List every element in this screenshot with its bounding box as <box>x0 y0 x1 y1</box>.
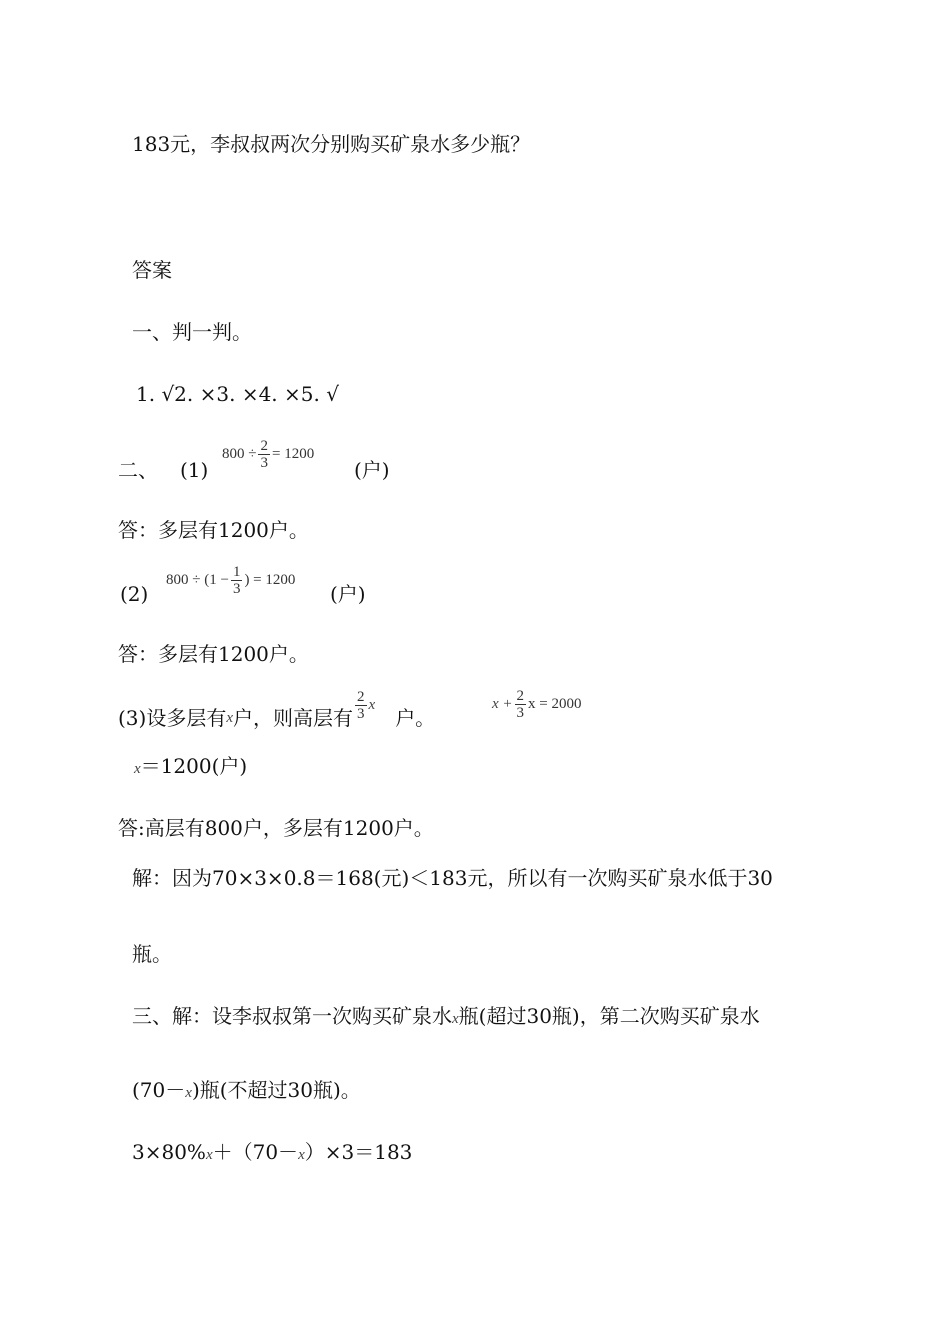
q3-eq-fraction-denominator: 3 <box>516 705 525 721</box>
part1-heading: 一、判一判。 <box>132 320 252 344</box>
solve-intro-line2: 瓶。 <box>132 942 172 966</box>
q1-formula-right: = 1200 <box>271 446 315 462</box>
q3-equation <box>492 688 582 721</box>
q3-fraction-denominator: 3 <box>357 705 365 722</box>
q2-fraction-denominator: 3 <box>232 581 241 597</box>
q3-answer: 答:高层有800户，多层有1200户。 <box>118 816 434 840</box>
q3-text-a: (3)设多层有 <box>118 706 227 730</box>
q1-fraction <box>258 438 270 471</box>
q1-answer: 答：多层有1200户。 <box>118 518 309 542</box>
part3-eq-b: ＋（70－ <box>212 1140 299 1164</box>
q3-solution-value: ＝1200(户) <box>140 754 248 778</box>
q1-formula <box>222 438 314 471</box>
q1-fraction-denominator: 3 <box>260 455 268 471</box>
q3-statement <box>118 688 436 730</box>
q2-answer: 答：多层有1200户。 <box>118 642 309 666</box>
q3-fraction-group <box>353 689 375 722</box>
q3-text-b: 户，则高层有 <box>233 706 354 730</box>
q3-text-c: 户。 <box>395 706 436 730</box>
q3-solution <box>134 754 247 781</box>
part3-line1-a: 三、解：设李叔叔第一次购买矿泉水 <box>132 1004 452 1028</box>
q3-fraction-numerator: 2 <box>357 688 365 705</box>
q1-formula-left: 800 ÷ <box>222 446 257 462</box>
q2-unit: (户) <box>330 582 366 606</box>
q3-fraction <box>355 689 367 722</box>
q1-fraction-numerator: 2 <box>260 438 268 454</box>
part3-line2 <box>132 1078 361 1105</box>
q2-fraction-numerator: 1 <box>232 564 241 580</box>
part3-line1 <box>132 1004 760 1031</box>
part3-eq-c: ）×3＝183 <box>304 1140 413 1164</box>
solve-intro-line1: 解：因为70×3×0.8＝168(元)＜183元，所以有一次购买矿泉水低于30 <box>132 866 773 890</box>
q3-var: x <box>226 710 234 726</box>
answer-title: 答案 <box>132 258 172 282</box>
part3-eq-var1: x <box>205 1147 213 1163</box>
part3-eq-var2: x <box>298 1147 305 1163</box>
q3-eq-fraction-numerator: 2 <box>516 688 525 704</box>
part3-line1-var: x <box>452 1011 459 1027</box>
q2-fraction <box>231 564 243 597</box>
q3-solution-var: x <box>134 761 141 777</box>
part3-eq-a: 3×80% <box>132 1140 206 1164</box>
part2-heading: 二、 <box>118 458 158 482</box>
question-tail: 183元，李叔叔两次分别购买矿泉水多少瓶？ <box>132 132 531 156</box>
part3-equation <box>132 1140 412 1167</box>
q2-formula-right: ) = 1200 <box>244 572 296 588</box>
part3-line1-b: 瓶(超过30瓶)，第二次购买矿泉水 <box>458 1004 760 1028</box>
q3-fraction-var: x <box>368 696 376 713</box>
q3-eq-fraction <box>515 688 527 721</box>
q3-eq-right: x = 2000 <box>528 696 582 712</box>
part1-answers: 1. √2. ×3. ×4. ×5. √ <box>136 382 339 406</box>
part3-line2-var: x <box>185 1085 192 1101</box>
q3-eq-left: x + <box>492 696 513 712</box>
q2-formula-left: 800 ÷ (1 − <box>166 572 229 588</box>
q2-label: (2) <box>120 582 149 606</box>
part3-line2-b: )瓶(不超过30瓶)。 <box>191 1078 361 1102</box>
q2-formula <box>166 564 295 597</box>
part3-line2-a: (70－ <box>132 1078 186 1102</box>
q1-label: (1) <box>180 458 209 482</box>
q1-unit: (户) <box>354 458 390 482</box>
